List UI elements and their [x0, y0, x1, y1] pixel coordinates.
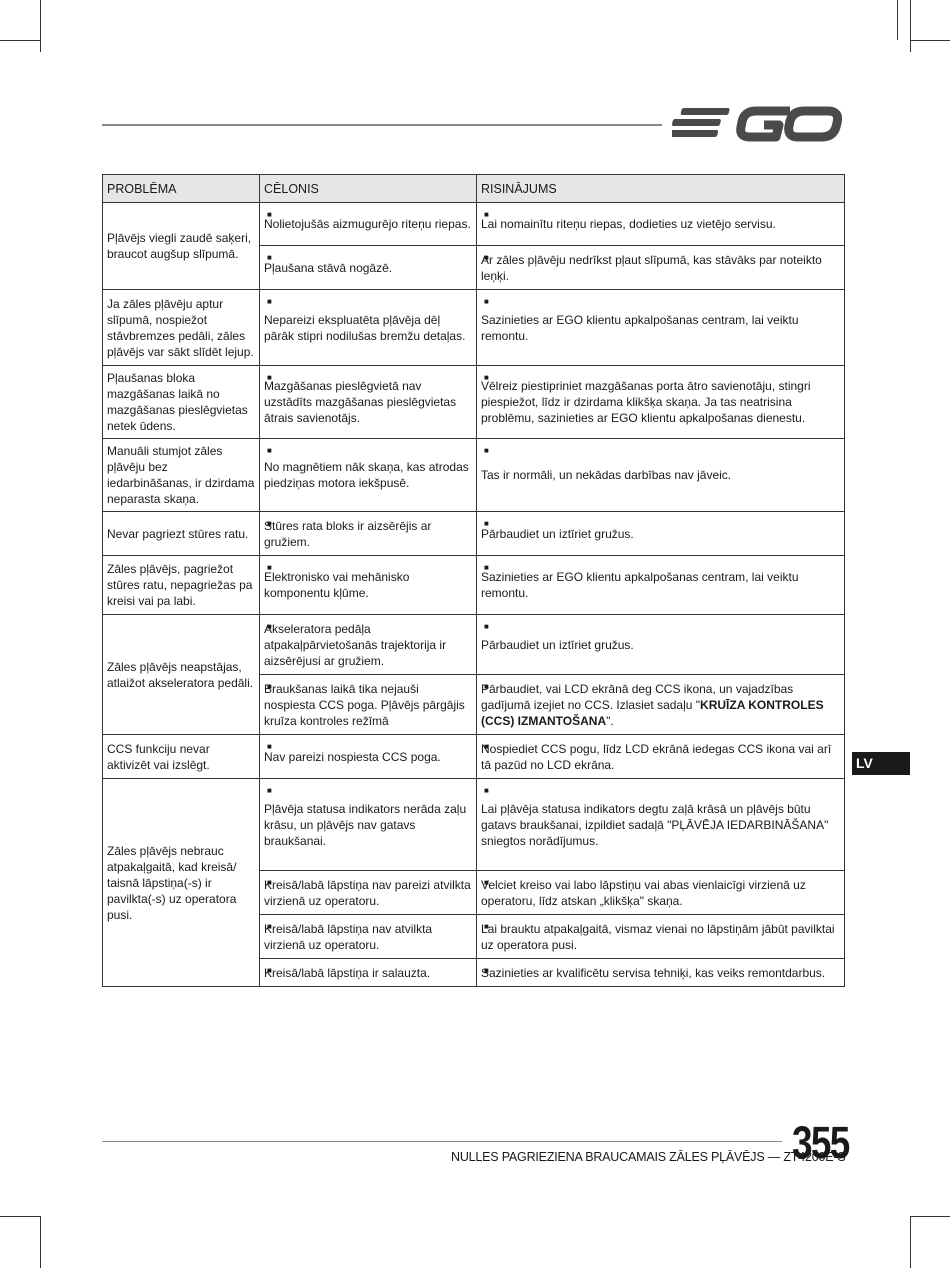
crop-mark: [897, 0, 898, 40]
solution-cell: ■ Pārbaudiet un iztīriet gružus.: [477, 512, 845, 556]
cause-cell: ■ Elektronisko vai mehānisko komponentu kļūme.: [260, 556, 477, 615]
solution-cell: ■ Velciet kreiso vai labo lāpstiņu vai abas vienlaicīgi virzienā uz operatoru, līdz atskan „klikšķa" skaņa.: [477, 871, 845, 915]
problem-cell: CCS funkciju nevar aktivizēt vai izslēgt.: [103, 735, 260, 779]
crop-mark: [910, 0, 911, 52]
cause-cell: ■ Pļāvēja statusa indikators nerāda zaļu krāsu, un pļāvējs nav gatavs braukšanai.: [260, 779, 477, 871]
problem-cell: Ja zāles pļāvēju aptur slīpumā, nospiežot stāvbremzes pedāli, zāles pļāvējs var sākt slīdēt lejup.: [103, 290, 260, 366]
table-row: [103, 615, 845, 675]
solution-cell: ■ Lai nomainītu riteņu riepas, dodieties uz vietējo servisu.: [477, 203, 845, 246]
table-row: [103, 439, 845, 512]
solution-cell: ■ Lai pļāvēja statusa indikators degtu zaļā krāsā un pļāvējs būtu gatavs braukšanai, izpildiet sadaļā "PĻĀVĒJA IEDARBINĀŠANA" sniegtos norādījumus.: [477, 779, 845, 871]
cause-cell: ■ No magnētiem nāk skaņa, kas atrodas piedziņas motora iekšpusē.: [260, 439, 477, 512]
cause-cell: ■ Kreisā/labā lāpstiņa nav atvilkta virzienā uz operatoru.: [260, 915, 477, 959]
solution-cell: ■ Pārbaudiet un iztīriet gružus.: [477, 615, 845, 675]
cause-cell: ■ Mazgāšanas pieslēgvietā nav uzstādīts mazgāšanas pieslēgvietas ātrais savienotājs.: [260, 366, 477, 439]
table-row: [103, 556, 845, 615]
table-row: [103, 779, 845, 871]
crop-mark: [0, 40, 40, 41]
header-solution: RISINĀJUMS: [477, 175, 845, 203]
header-rule: [102, 124, 662, 126]
solution-cell: ■ Sazinieties ar kvalificētu servisa tehniķi, kas veiks remontdarbus.: [477, 959, 845, 987]
problem-cell: Nevar pagriezt stūres ratu.: [103, 512, 260, 556]
crop-mark: [40, 0, 41, 52]
crop-mark: [0, 1216, 40, 1217]
language-tab: LV: [852, 752, 910, 775]
table-row: [103, 735, 845, 779]
section-reference: KRUĪZA KONTROLES (CCS) IZMANTOŠANA: [481, 697, 824, 728]
solution-text-end: ".: [606, 713, 614, 728]
solution-cell: ■ Tas ir normāli, un nekādas darbības nav jāveic.: [477, 439, 845, 512]
header-problem: PROBLĒMA: [103, 175, 260, 203]
crop-mark: [910, 1216, 950, 1217]
header-cause: CĒLONIS: [260, 175, 477, 203]
solution-cell: ■ Lai brauktu atpakaļgaitā, vismaz vienai no lāpstiņām jābūt pavilktai uz operatora pusi.: [477, 915, 845, 959]
problem-cell: Zāles pļāvējs neapstājas, atlaižot akseleratora pedāli.: [103, 615, 260, 735]
cause-cell: ■ Braukšanas laikā tika nejauši nospiesta CCS poga. Pļāvējs pārgājis kruīza kontroles režīmā: [260, 675, 477, 735]
cause-cell: ■ Kreisā/labā lāpstiņa nav pareizi atvilkta virzienā uz operatoru.: [260, 871, 477, 915]
cause-cell: ■ Nav pareizi nospiesta CCS poga.: [260, 735, 477, 779]
footer-title: NULLES PAGRIEZIENA BRAUCAMAIS ZĀLES PĻĀVĒJS — ZT4200E-S: [451, 1150, 846, 1164]
cause-cell: ■ Kreisā/labā lāpstiņa ir salauzta.: [260, 959, 477, 987]
crop-mark: [910, 1216, 911, 1268]
cause-cell: ■ Akseleratora pedāļa atpakaļpārvietošanās trajektorija ir aizsērējusi ar gružiem.: [260, 615, 477, 675]
troubleshooting-table: [102, 174, 845, 987]
crop-mark: [40, 1216, 41, 1268]
table-row: [103, 203, 845, 246]
problem-cell: Pļāvējs viegli zaudē saķeri, braucot augšup slīpumā.: [103, 203, 260, 290]
problem-cell: Zāles pļāvējs, pagriežot stūres ratu, nepagriežas pa kreisi vai pa labi.: [103, 556, 260, 615]
solution-text: Pārbaudiet, vai LCD ekrānā deg CCS ikona, un vajadzības gadījumā izejiet no CCS. Izlasiet sadaļu ": [481, 681, 794, 712]
cause-cell: ■ Nolietojušās aizmugurējo riteņu riepas.: [260, 203, 477, 246]
solution-cell: ■ Ar zāles pļāvēju nedrīkst pļaut slīpumā, kas stāvāks par noteikto leņķi.: [477, 246, 845, 290]
ego-logo: [672, 100, 844, 146]
table-row: [103, 290, 845, 366]
crop-mark: [910, 40, 950, 41]
cause-cell: ■ Stūres rata bloks ir aizsērējis ar gružiem.: [260, 512, 477, 556]
solution-cell: ■ Sazinieties ar EGO klientu apkalpošanas centram, lai veiktu remontu.: [477, 556, 845, 615]
problem-cell: Zāles pļāvējs nebrauc atpakaļgaitā, kad kreisā/ taisnā lāpstiņa(-s) ir pavilkta(-s) uz operatora pusi.: [103, 779, 260, 987]
table-row: [103, 366, 845, 439]
problem-cell: Manuāli stumjot zāles pļāvēju bez iedarbināšanas, ir dzirdama neparasta skaņa.: [103, 439, 260, 512]
cause-cell: ■ Pļaušana stāvā nogāzē.: [260, 246, 477, 290]
cause-cell: ■ Nepareizi ekspluatēta pļāvēja dēļ pārāk stipri nodilušas bremžu detaļas.: [260, 290, 477, 366]
page-number: 355: [792, 1117, 849, 1168]
table-row: [103, 512, 845, 556]
footer-rule: [102, 1141, 782, 1142]
solution-cell: ■ Vēlreiz piestipriniet mazgāšanas porta ātro savienotāju, stingri piespiežot, līdz ir dzirdama klikšķa skaņa. Ja tas neatrisina problēmu, sazinieties ar EGO klientu apkalpošanas dienestu.: [477, 366, 845, 439]
solution-cell: ■ Sazinieties ar EGO klientu apkalpošanas centram, lai veiktu remontu.: [477, 290, 845, 366]
problem-cell: Pļaušanas bloka mazgāšanas laikā no mazgāšanas pieslēgvietas netek ūdens.: [103, 366, 260, 439]
solution-cell: ■ Nospiediet CCS pogu, līdz LCD ekrānā iedegas CCS ikona vai arī tā pazūd no LCD ekrāna.: [477, 735, 845, 779]
table-header-row: [103, 175, 845, 203]
solution-cell: [477, 675, 845, 735]
